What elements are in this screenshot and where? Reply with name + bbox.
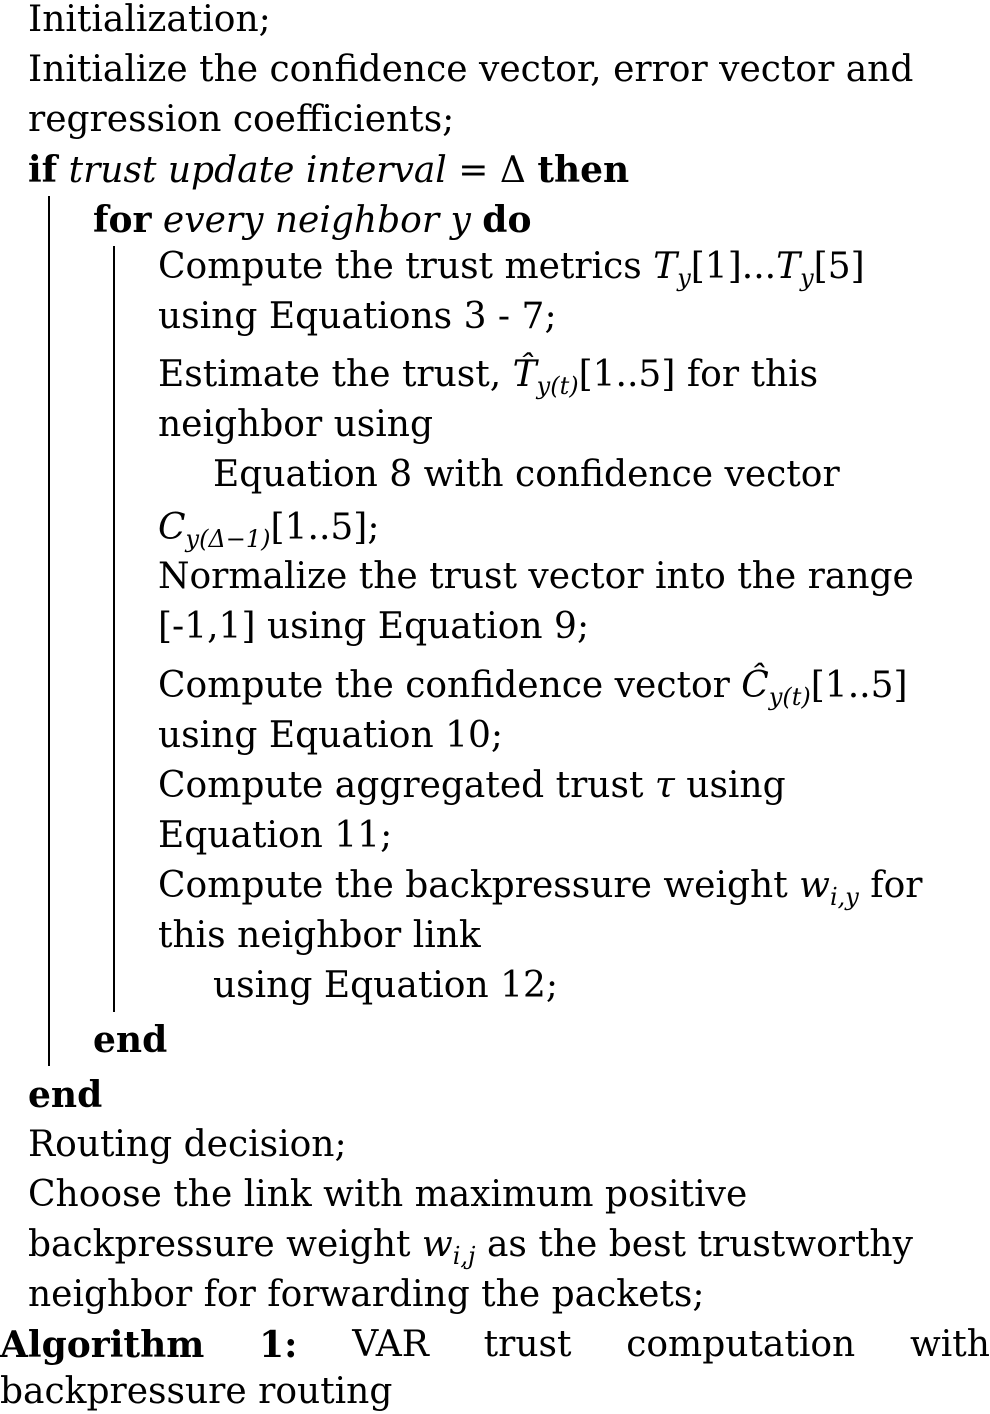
estimated-confidence-formula: $Ĉ_{y(t)}$	[741, 665, 811, 711]
step-1-line-1	[158, 246, 865, 292]
step-3-line-2: [-1,1] using Equation 9;	[158, 606, 590, 647]
step-1-text: Compute the trust metrics	[158, 246, 654, 287]
step-6-text-b: for	[858, 865, 923, 906]
step-2-line-4	[158, 507, 380, 553]
if-statement	[28, 149, 630, 191]
caption-word: with	[909, 1324, 990, 1365]
end-for-keyword: end	[93, 1019, 168, 1061]
step-2-line-1	[158, 354, 819, 400]
step-2-text: Estimate the trust,	[158, 354, 513, 395]
step-6-text: Compute the backpressure weight	[158, 865, 800, 906]
choose-line-3: neighbor for forwarding the packets;	[28, 1274, 705, 1315]
step-2-line-3: Equation 8 with confidence vector	[213, 454, 840, 495]
choose-line-2	[28, 1224, 913, 1270]
step-3-line-1: Normalize the trust vector into the range	[158, 556, 914, 597]
step-4-line-2: using Equation 10;	[158, 715, 504, 756]
step-5-line-1	[158, 765, 786, 806]
step-1-line-2: using Equations 3 - 7;	[158, 296, 557, 337]
choose-text-a: backpressure weight	[28, 1224, 422, 1265]
step-2-text-b: [1..5] for this	[578, 354, 819, 395]
for-keyword: for	[93, 199, 152, 241]
if-condition: trust update interval	[68, 150, 447, 191]
step-5-text-b: using	[674, 765, 786, 806]
caption-word: VAR	[352, 1324, 429, 1365]
do-keyword: do	[482, 199, 532, 241]
aggregated-trust-symbol: τ	[654, 765, 675, 806]
estimated-trust-formula: $T̂_{y(t)}$	[512, 354, 579, 400]
step-5-text: Compute aggregated trust	[158, 765, 655, 806]
caption-line-1	[0, 1324, 990, 1366]
trust-metrics-formula: $T_y[1]...T_y[5]$	[653, 246, 865, 292]
step-2-line-2: neighbor using	[158, 404, 434, 445]
step-6-line-2: this neighbor link	[158, 915, 481, 956]
choose-line-1: Choose the link with maximum positive	[28, 1174, 748, 1215]
routing-label: Routing decision;	[28, 1124, 347, 1165]
step-5-line-2: Equation 11;	[158, 815, 393, 856]
step-4-line-1	[158, 665, 908, 711]
step-6-line-1	[158, 865, 923, 911]
then-keyword: then	[537, 149, 630, 191]
backpressure-weight-formula: $w_{i,y}$	[799, 865, 859, 911]
caption-word: trust	[483, 1324, 572, 1365]
step-2-text-d: [1..5];	[270, 507, 380, 548]
step-6-line-3: using Equation 12;	[213, 965, 559, 1006]
init-label: Initialization;	[28, 0, 271, 40]
for-statement	[93, 199, 532, 241]
choose-text-b: as the best trustworthy	[475, 1224, 913, 1265]
for-block-bar	[113, 246, 115, 1012]
if-keyword: if	[28, 149, 58, 191]
init-line-1: Initialize the confidence vector, error vector and	[28, 49, 914, 90]
for-condition: every neighbor y	[162, 200, 471, 241]
step-4-text: Compute the confidence vector	[158, 665, 742, 706]
confidence-vector-formula: $C_{y(\Delta-1)}$	[158, 507, 271, 553]
if-equals: = Δ	[446, 150, 538, 191]
end-if-keyword: end	[28, 1074, 103, 1116]
caption-number: 1:	[259, 1324, 298, 1366]
caption-label: Algorithm	[0, 1324, 205, 1366]
if-block-bar	[48, 196, 50, 1066]
caption-word: computation	[626, 1324, 856, 1365]
caption-line-2: backpressure routing	[0, 1371, 393, 1412]
max-weight-formula: $w_{i,j}$	[421, 1224, 476, 1270]
step-4-text-b: [1..5]	[810, 665, 908, 706]
init-line-2: regression coefficients;	[28, 99, 455, 140]
